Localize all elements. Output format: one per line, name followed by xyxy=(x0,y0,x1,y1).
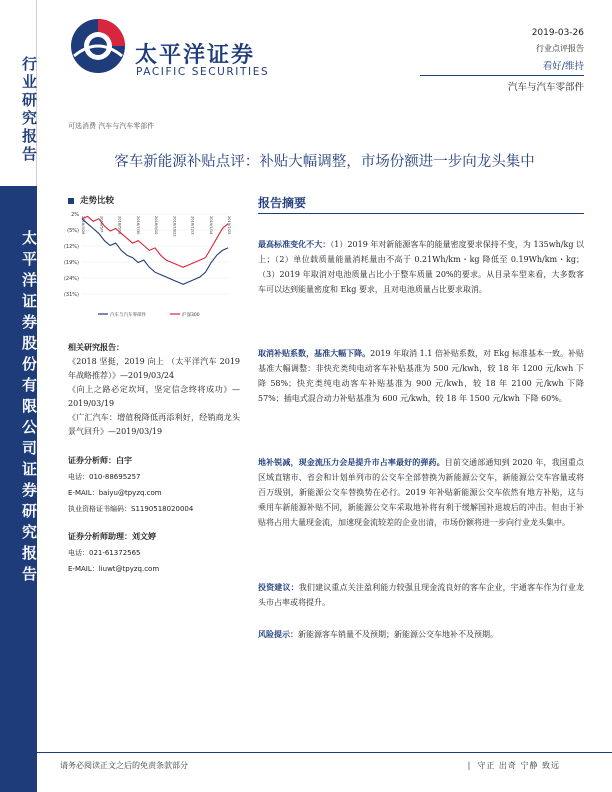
sidebar-bottom-label: 太平洋证券股份有限公司证券研究报告 xyxy=(20,230,38,587)
related-item[interactable]: 《向上之路必定坎坷，坚定信念终将成功》—2019/03/19 xyxy=(68,385,240,408)
paragraph-text: 我们建议重点关注盈利能力较强且现金流良好的客车企业，宇通客车作为行业龙头市占率或将提升。 xyxy=(258,583,585,607)
analyst-label: 证券分析师：白宇 xyxy=(68,455,132,465)
brand-name-en: PACIFIC SECURITIES xyxy=(136,66,270,78)
paragraph-lead: 风险提示： xyxy=(258,629,298,639)
paragraph-lead: 最高标准变化不大： xyxy=(258,239,331,249)
legend-entry: 汽车与汽车零部件 xyxy=(110,313,146,318)
trend-heading-text: 走势比较 xyxy=(80,196,115,206)
summary-paragraph xyxy=(258,627,584,642)
summary-heading: 报告摘要 xyxy=(258,196,307,210)
footer-disclaimer[interactable]: 请务必阅读正文之后的免责条款部分 xyxy=(60,761,188,770)
x-tick-label: 2018/6/18 xyxy=(117,216,122,235)
x-tick-label: 2019/1/14 xyxy=(208,216,213,235)
report-type: 行业点评报告 xyxy=(536,44,584,53)
x-tick-label: 2019/2/25 xyxy=(227,216,231,235)
sidebar-top-label: 行业研究报告 xyxy=(20,56,38,164)
x-tick-label: 2018/10/22 xyxy=(172,216,177,237)
header-meta xyxy=(532,28,584,72)
footer-motto-text: 守正 出奇 宁静 致远 xyxy=(477,761,560,770)
y-tick-label: (24%) xyxy=(63,276,79,282)
footer-divider xyxy=(37,752,612,753)
paragraph-text: 新能源客车销量不及预期；新能源公交车地补不及预期。 xyxy=(298,630,498,639)
analyst-license: 执业资格证书编码：S1190518020004 xyxy=(68,505,194,513)
x-tick-label: 2018/5/7 xyxy=(99,216,104,233)
related-label: 相关研究报告： xyxy=(68,342,124,352)
paragraph-text: （1）2019 年对新能源客车的能量密度要求保持不变，为 135wh/kg 以上；（2）单位载质量能量消耗量由不高于 0.21Wh/km・kg 降低至 0.19Wh/km・kg；（3）2019 年取消对电池质量占比小于整车质量 20%的要求。从目录车型来看，大多数客车可以达到能量密度和 Ekg 要求，且对电池质量占比要求取消。 xyxy=(258,240,585,294)
related-item[interactable]: 《2018 坚挺，2019 向上 （太平洋汽车 2019 年战略推荐）》—2019/03/24 xyxy=(68,357,240,380)
legend-entry: 沪深300 xyxy=(182,313,200,318)
footer-motto xyxy=(468,760,560,771)
footer-separator-icon: | xyxy=(467,761,472,770)
y-tick-label: (19%) xyxy=(63,260,79,266)
analyst-email[interactable]: E-MAIL：baiyu@tpyzq.com xyxy=(68,489,162,497)
paragraph-lead: 地补锐减，现金流压力会是提升市占率最好的弹药。 xyxy=(258,457,445,467)
x-tick-label: 2018/3/26 xyxy=(81,216,85,235)
brand-name-cn: 太平洋证券 xyxy=(135,43,256,68)
paragraph-text: 目前交通部通知到 2020 年，我国重点区域直辖市、省会和计划单列市的公交车全部替换为新能源公交车，新能源公交车容量或将百万级别，新能源公交车替换势在必行。2019 年补贴新能源公交车依然有地方补贴，这与乘用车新能源补贴不同，新能源公交车采取地补将有利于缓解国补退坡后的冲击。但由于补贴将占用大量现金流，加速现金流较差的企业出清，市场份额将进一步向行业龙头集中。 xyxy=(258,458,584,527)
sector-label: 汽车与汽车零部件 xyxy=(507,82,584,93)
summary-paragraph xyxy=(258,455,584,530)
summary-paragraph xyxy=(258,346,584,406)
header-divider xyxy=(420,75,584,76)
report-title: 客车新能源补贴点评：补贴大幅调整，市场份额进一步向龙头集中 xyxy=(114,154,535,170)
rating: 看好/维持 xyxy=(542,61,584,72)
breadcrumb: 可选消费 汽车与汽车零部件 xyxy=(68,122,155,130)
pacific-securities-logo-icon xyxy=(68,16,128,76)
report-date: 2019-03-26 xyxy=(531,28,584,38)
related-item[interactable]: 《广汇汽车：增值税降低再添利好，经销商龙头景气回升》—2019/03/19 xyxy=(68,413,240,436)
assistant-email[interactable]: E-MAIL：liuwt@tpyzq.com xyxy=(68,565,160,573)
x-tick-label: 2018/7/30 xyxy=(135,216,140,235)
left-sidebar xyxy=(0,0,37,792)
y-tick-label: 2% xyxy=(71,212,79,218)
side-column xyxy=(68,340,240,575)
x-tick-label: 2018/12/3 xyxy=(190,216,195,235)
summary-divider xyxy=(258,213,584,214)
assistant-phone: 电话：021-61372565 xyxy=(68,549,141,557)
y-tick-label: (31%) xyxy=(63,292,79,298)
summary-paragraph xyxy=(258,237,584,297)
y-tick-label: (12%) xyxy=(63,244,79,250)
assistant-label: 证券分析师助理：刘文婷 xyxy=(68,531,156,541)
x-tick-label: 2018/9/10 xyxy=(154,216,158,235)
paragraph-lead: 投资建议： xyxy=(258,582,299,592)
paragraph-lead: 取消补贴系数，基准大幅下降。 xyxy=(258,348,371,358)
trend-chart xyxy=(58,206,248,326)
y-tick-label: (5%) xyxy=(67,228,79,234)
square-bullet-icon xyxy=(68,198,74,204)
analyst-phone: 电话：010-88695257 xyxy=(68,473,141,481)
paragraph-text: 2019 年取消 1.1 倍补贴系数，对 Ekg 标准基本一致。补贴基准大幅调整：非快充类纯电动客车补贴基准为 500 元/kwh，较 18 年 1200 元/kwh 下降 58%；快充类纯电动客车补贴基准为 900 元/kwh，较 18 年 2100 元/kwh 下降 57%；插电式混合动力补贴基准为 600 元/kwh，较 18 年 1500 元/kwh 下降 60%。 xyxy=(258,349,585,403)
trend-heading xyxy=(68,194,114,206)
summary-paragraph xyxy=(258,580,584,610)
